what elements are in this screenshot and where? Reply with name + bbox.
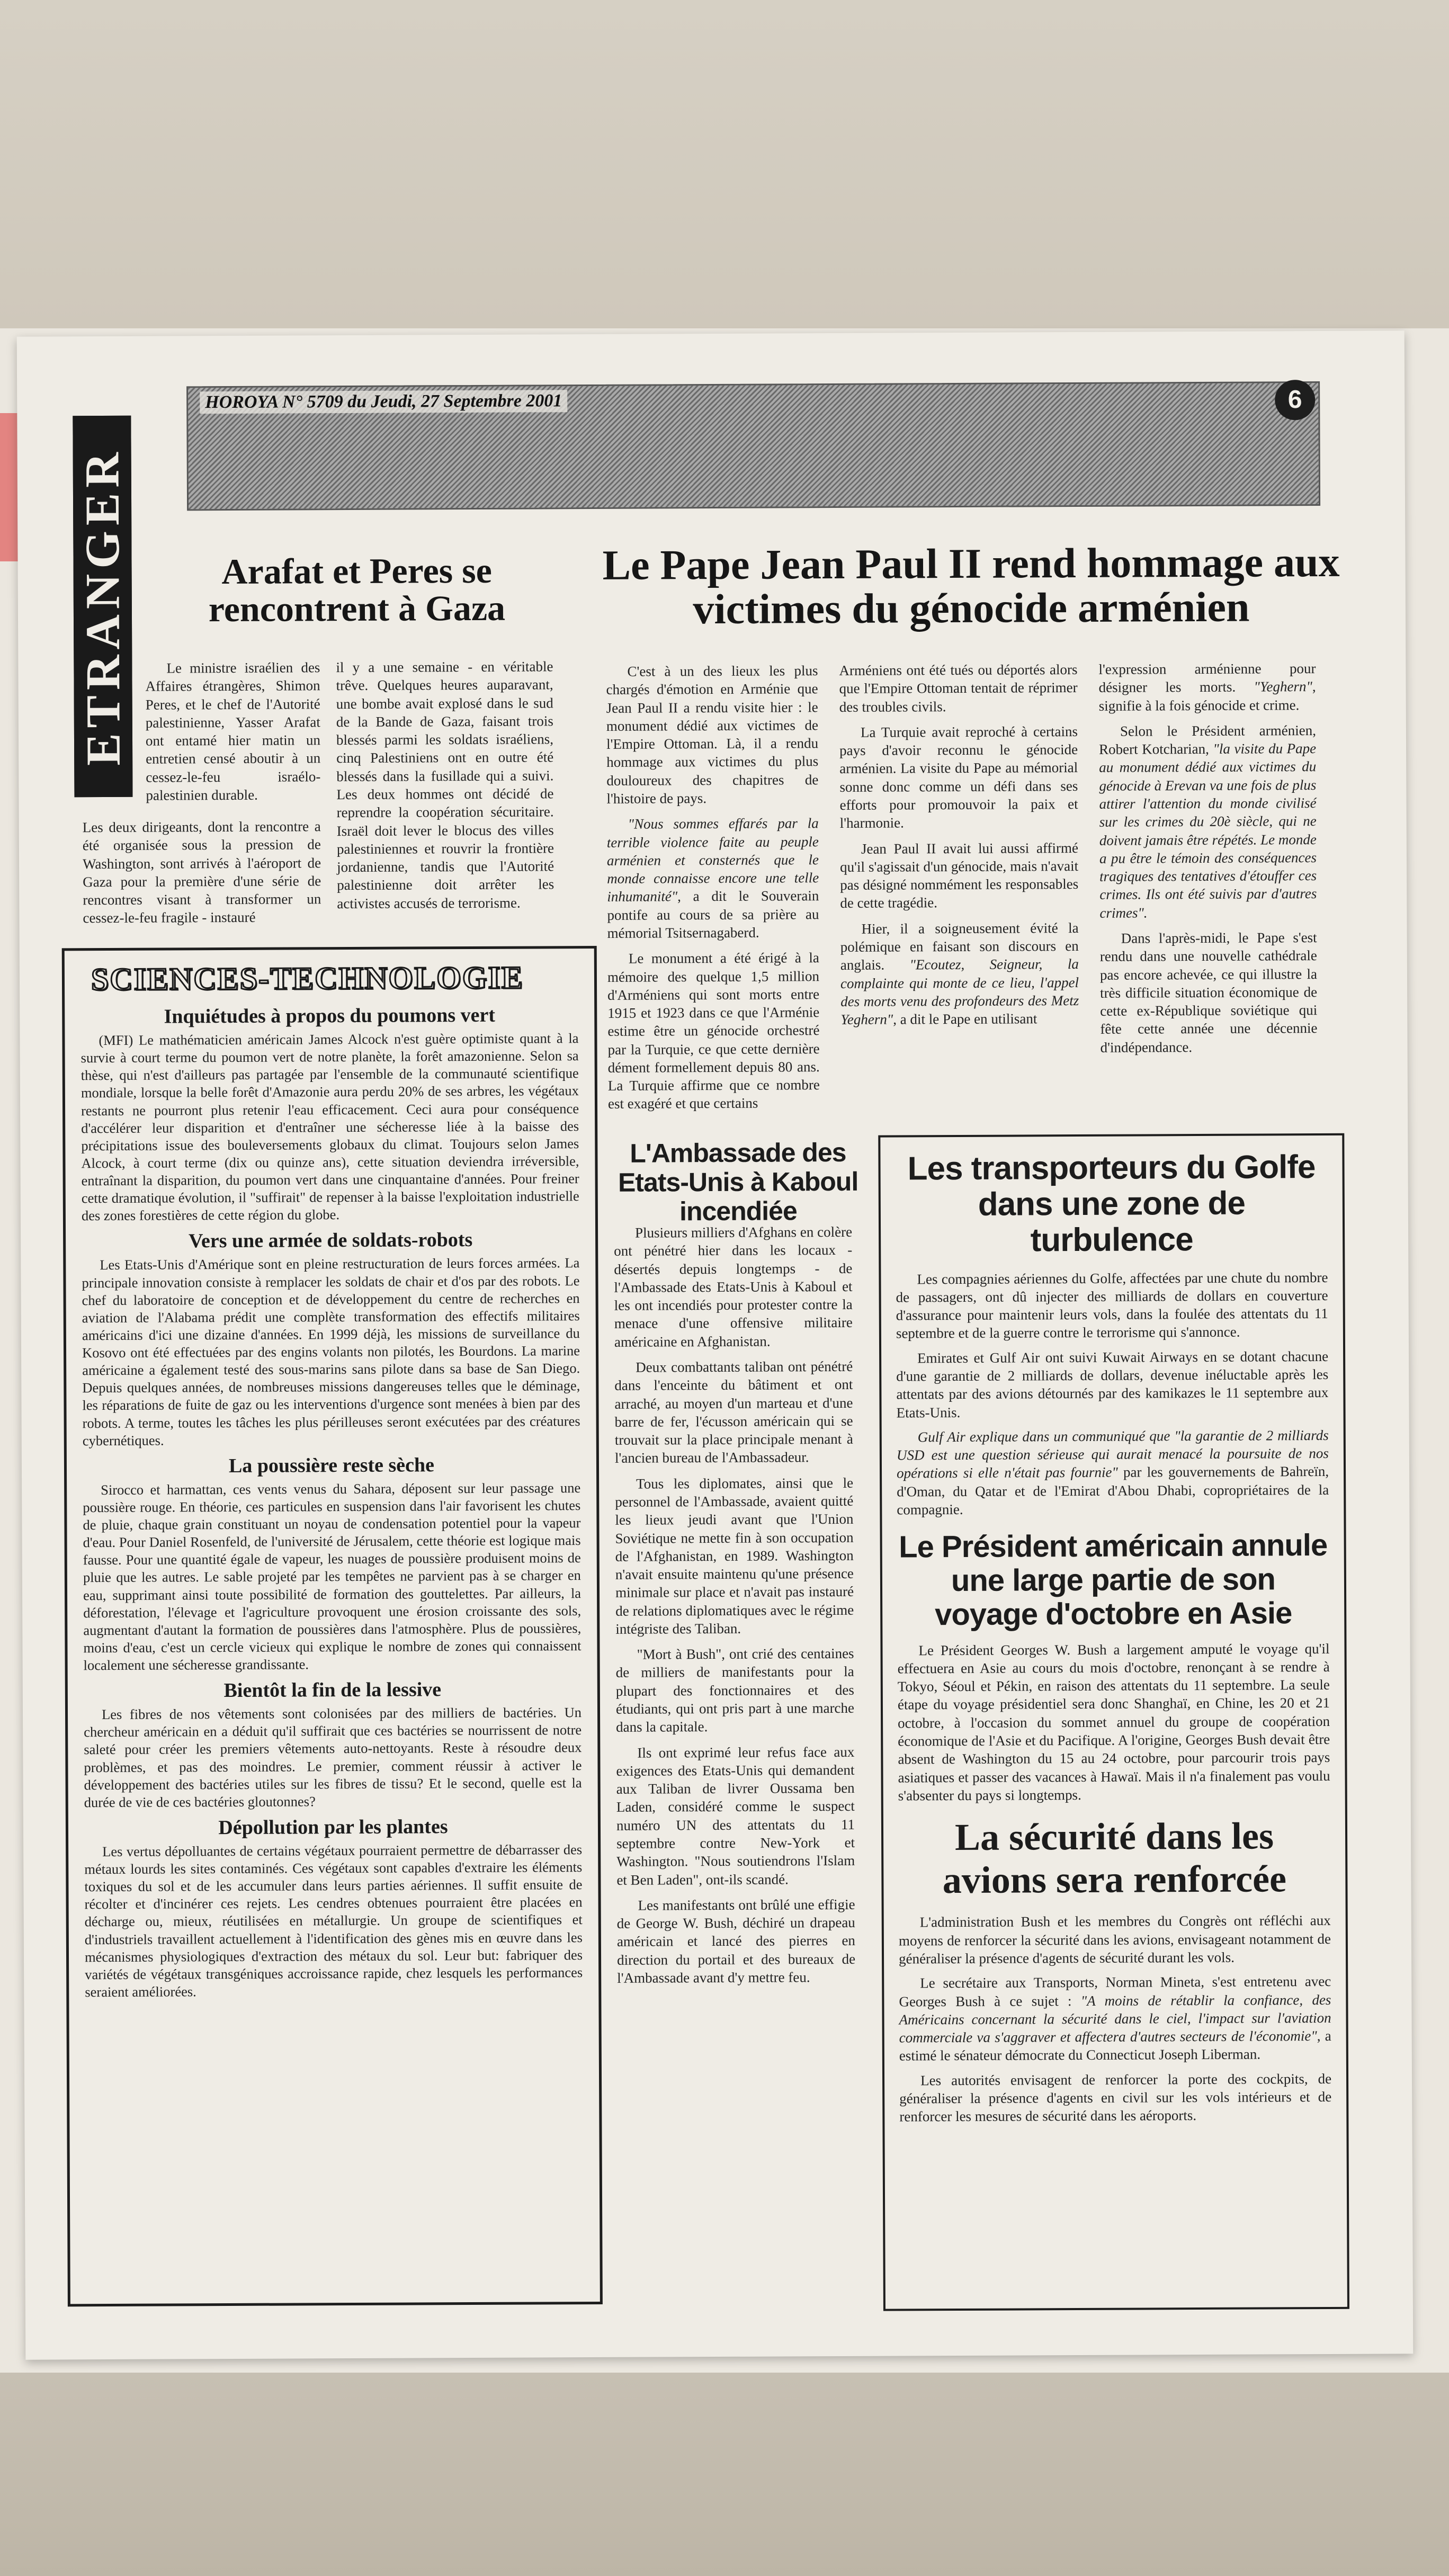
pope-quote: "Yeghern" (1254, 678, 1312, 695)
sciences-article (82, 1254, 580, 1449)
kaboul-paragraph: Tous les diplomates, ainsi que le personnel de l'Ambassade, avaient quitté les lieux jeudi avant que l'Union Soviétique ne mette fin à son occupation de l'Afghanistan, en 1989. Washington n'avait ensuite maintenu qu'une présence minimale sur place et n'avait pas instauré de relations diplomatiques avec le régime intégriste des Taliban. (615, 1474, 854, 1637)
golfe-quote: Gulf Air explique dans un communiqué que "la garantie de 2 milliards USD est une question sérieuse qui aurait menacé la poursuite de nos opérations si elle n'était pas fournie" (896, 1427, 1329, 1481)
sciences-subhead: Inquiétudes à propos du poumons vert (164, 1004, 496, 1028)
table-surface-top (0, 0, 1449, 328)
section-label (73, 416, 132, 797)
sciences-subhead: Dépollution par les plantes (218, 1815, 448, 1839)
section-label-text: ETRANGER (75, 447, 131, 766)
kaboul-paragraph: Ils ont exprimé leur refus face aux exigences des Etats-Unis qui demandent aux Taliban de livrer Oussama ben Laden, considéré comme le suspect numéro UN des attentats du 11 septembre contre New-York et Washington. "Nous soutiendrons l'Islam et Ben Laden", ont-ils scandé. (616, 1743, 855, 1888)
sciences-article (83, 1479, 582, 1674)
bush-article (897, 1640, 1330, 1805)
golfe-paragraph-quote (897, 1426, 1329, 1519)
pope-paragraph-quote (1098, 659, 1316, 715)
pope-quote-tail: , a dit le Pape en utilisant (893, 1010, 1037, 1027)
golfe-article (896, 1268, 1329, 1519)
right-news-box (878, 1133, 1349, 2311)
golfe-headline: Les transporteurs du Golfe dans une zone de turbulence (907, 1149, 1316, 1259)
kaboul-paragraph: "Mort à Bush", ont crié des centaines de milliers de manifestants pour la plupart des fonctionnaires et des étudiants, qui ont pris part à une marche dans la capitale. (615, 1645, 855, 1736)
sciences-paragraph: (MFI) Le mathématicien américain James Alcock n'est guère optimiste quant à la survie à court terme du poumon vert de notre planète, la forêt amazonienne. Selon sa thèse, qui n'est d'ailleurs pas partagée par l'ensemble de la communauté scientifique mondiale, lorsque la belle forêt d'Amazonie aura perdu 20% de ses arbres, les végétaux restants ne pourront plus retenir l'eau efficacement. Ceci aura pour conséquence d'accélérer leur disparition et d'entraîner une sécheresse liée à la baisse des précipitations issue des bouleversements globaux du climat. Toujours selon James Alcock, à court terme (dix ou quinze ans), cette situation deviendra irréversible, entraînant la disparition, du poumon vert dans une cinquantaine d'années. Pour freiner cette dramatique évolution, il "suffirait" de repenser à la baisse l'exploitation industrielle des zones forestières de cette région du globe. (80, 1030, 579, 1224)
arafat-col1-rest-text: Les deux dirigeants, dont la rencontre a été organisée sous la pression de Washington, sont arrivés à l'aéroport de Gaza pour la première d'une série de rencontres visant à transformer un cessez-le-feu fragile - instauré (82, 818, 321, 926)
sciences-technologie-box (62, 946, 603, 2306)
golfe-quote-tail: par les gouvernements de Bahreïn, d'Oman, du Qatar et de l'Emirat d'Abou Dhabi, copropriétaires de la compagnie. (897, 1463, 1329, 1518)
sciences-article (84, 1704, 582, 1811)
sciences-title: SCIENCES-TECHNOLOGIE (91, 960, 524, 997)
pope-text: Hier, il a soigneusement évité la polémique en faisant son discours en anglais. (840, 919, 1079, 973)
arafat-col1-text: Le ministre israélien des Affaires étrangères, Shimon Peres, et le chef de l'Autorité palestinienne, Yasser Arafat ont entamé hier matin un entretien censé aboutir à un cessez-le-feu israélo-palestinien durable. (145, 659, 321, 803)
pope-paragraph: C'est à un des lieux les plus chargés d'émotion en Arménie que Jean Paul II a rendu visite hier : le monument dédié aux victimes de l'Empire Ottoman. Là, il a rendu hommage aux victimes du plus douloureux des chapitres de l'histoire de pays. (606, 663, 819, 807)
pope-quote-tail: , a dit le Souverain pontife au cours de sa prière au mémorial Tsitsernagaberd. (607, 888, 819, 941)
securite-paragraph-quote (899, 1972, 1331, 2065)
pope-quote: "la visite du Pape au monument dédié aux victimes du génocide à Erevan va une fois de plus attirer l'attention du monde civilisé sur les crimes du 20è siècle, qui ne doivent jamais être répétés. Le monde a pu être le témoin des conséquences tragiques des tentatives d'étouffer ces crimes. Ils ont été suivis par d'autres crimes". (1099, 740, 1317, 921)
kaboul-paragraph: Plusieurs milliers d'Afghans en colère ont pénétré hier dans les locaux - désertés depuis longtemps - de l'Ambassade des Etats-Unis à Kaboul et les ont incendiés pour protester contre la menace d'une offensive militaire américaine en Afghanistan. (614, 1223, 853, 1350)
pope-paragraph: La Turquie avait reproché à certains pays d'avoir reconnu le génocide arménien. La visite du Pape au mémorial sonne donc comme un défi dans ses efforts pour promouvoir la paix et l'harmonie. (839, 723, 1078, 831)
sciences-paragraph: Les vertus dépolluantes de certains végétaux pourraient permettre de débarrasser des métaux lourds les sites contaminés. Ces végétaux sont capables d'extraire les éléments toxiques du sol et de les accumuler dans leurs parties aériennes. Il suffit ensuite de récolter et d'incinérer ces rejets. Les cendres obtenues pourraient être placées en décharge ou, mieux, réutilisées en métallurgie. Un groupe de scientifiques et d'industriels travaillent actuellement à l'identification des gènes mis en œuvre dans les mécanismes physiologiques d'extraction des métaux du sol. Leur but: fabriquer des variétés de végétaux transgéniques accroissance rapide, chez lesquels les performances seraient améliorées. (84, 1841, 583, 2000)
arafat-headline: Arafat et Peres se rencontrent à Gaza (208, 550, 506, 630)
kaboul-paragraph: Les manifestants ont brûlé une effigie de George W. Bush, déchiré un drapeau américain et lancé des pierres en direction du portail et des bureaux de l'Ambassade avant d'y mettre feu. (616, 1896, 856, 1986)
pope-paragraph: Le monument a été érigé à la mémoire des quelque 1,5 million d'Arméniens qui sont morts entre 1915 et 1923 dans ce que l'Arménie estime être un génocide orchestré par la Turquie, ce que cette dernière dément formellement depuis 80 ans. La Turquie affirme que ce nombre est exagéré et que certains (607, 950, 820, 1112)
pope-quote: "Nous sommes effarés par la terrible violence faite au peuple arménien et consternés que le monde connaisse encore une telle inhumanité" (606, 815, 819, 905)
pope-text: l'expression arménienne pour désigner les morts. (1098, 660, 1316, 696)
kaboul-headline: L'Ambassade des Etats-Unis à Kaboul incendiée (618, 1137, 858, 1227)
sciences-article (84, 1841, 583, 2001)
golfe-paragraph: Les compagnies aériennes du Golfe, affectées par une chute du nombre de passagers, ont dû injecter des milliards de dollars en couverture d'assurance pour maintenir leurs vols, dans la foulée des attentats du 11 septembre et de la guerre contre le terrorisme qui s'annonce. (896, 1269, 1328, 1341)
pope-paragraph-quote (1099, 721, 1317, 922)
pope-paragraph: Dans l'après-midi, le Pape s'est rendu dans une nouvelle cathédrale pas encore achevée, ce qui illustre la très difficile situation économique de cette ex-République soviétique qui fête cette année une décennie d'indépendance. (1099, 929, 1318, 1056)
pope-headline: Le Pape Jean Paul II rend hommage aux victimes du génocide arménien (602, 539, 1340, 633)
pope-paragraph: Jean Paul II avait lui aussi affirmé qu'il s'agissait d'un génocide, mais n'avait pas désigné nommément les responsables de cette tragédie. (839, 839, 1079, 911)
newspaper-page (17, 330, 1414, 2359)
sciences-subhead: La poussière reste sèche (228, 1454, 435, 1477)
issue-line: HOROYA N° 5709 du Jeudi, 27 Septembre 2001 (200, 390, 567, 414)
securite-headline: La sécurité dans les avions sera renforcée (942, 1814, 1287, 1901)
sciences-subhead: Vers une armée de soldats-robots (188, 1229, 473, 1253)
bush-headline: Le Président américain annule une large partie de son voyage d'octobre en Asie (898, 1528, 1328, 1632)
sciences-subhead: Bientôt la fin de la lessive (223, 1678, 442, 1702)
sciences-article (80, 1030, 579, 1224)
pope-paragraph: Arméniens ont été tués ou déportés alors que l'Empire Ottoman tentait de réprimer des troubles civils. (839, 661, 1078, 715)
kaboul-paragraph: Deux combattants taliban ont pénétré dans l'enceinte du bâtiment et ont arraché, au moyen d'un marteau et d'une barre de fer, l'écusson américain qui se trouvait sur la place principale menant à l'ancien bureau de l'Ambassadeur. (614, 1358, 853, 1466)
securite-paragraph: L'administration Bush et les membres du Congrès ont réfléchi aux moyens de renforcer la sécurité dans les avions, envisageant notamment de généraliser la présence d'agents de sécurité durant les vols. (898, 1912, 1331, 1967)
pope-quote: "Ecoutez, Seigneur, la complainte qui monte de ce lieu, l'appel des morts venu des profondeurs des Metz Yeghern" (840, 956, 1079, 1028)
sciences-paragraph: Sirocco et harmattan, ces vents venus du Sahara, déposent sur leur passage une poussière rouge. En théorie, ces particules en suspension dans l'air favorisent les chutes de pluie, chaque grain constituant un noyau de condensation potentiel pour la vapeur d'eau. Pour Daniel Rosenfeld, de l'université de Jérusalem, cette théorie est logique mais fausse. Pour une quantité égale de vapeur, les nuages de poussière produisent moins de pluie que les autres. Le sable projeté par les tempêtes ne parvient pas à se charger en eau, supprimant ainsi toute possibilité de formation des gouttelettes. Par ailleurs, la déforestation, l'élevage et l'agriculture provoquent une érosion croissante des sols, augmentant d'autant la formation de poussières dans l'atmosphère. Plus de poussières, moins d'eau, c'est un cercle vicieux qui explique le nombre de zones qui connaissent localement une sécheresse grandissante. (83, 1479, 582, 1674)
arafat-col2-text: il y a une semaine - en véritable trêve. Quelques heures auparavant, une bombe avait explosé dans le sud de la Bande de Gaza, faisant trois blessés parmi les soldats israéliens, cinq Palestiniens ont en outre été blessés dans la fusillade qui a suivi. Les deux hommes ont décidé de reprendre la coopération sécuritaire. Israël doit lever le blocus des villes palestiniennes et rouvrir la frontière jordanienne, tandis que l'Autorité palestinienne doit arrêter les activistes accusés de terrorisme. (336, 658, 554, 911)
sciences-paragraph: Les fibres de nos vêtements sont colonisées par des milliers de bactéries. Un chercheur américain en a déduit qu'il suffirait que ces bactéries se nourrissent de notre saleté pour créer les premiers vêtements auto-nettoyants. Reste à résoudre deux problèmes, et pas des moindres. Le premier, comment réussir à activer le développement des bactéries utiles sur les fibres de tissu? Et le second, quelle est la durée de vie de ces bactéries gloutonnes? (84, 1704, 582, 1810)
pope-text: Selon le Président arménien, Robert Kotcharian, (1099, 722, 1317, 757)
sciences-paragraph: Les Etats-Unis d'Amérique sont en pleine restructuration de leurs forces armées. La principale innovation consiste à remplacer les soldats de chair et d'os par des robots. Le chef du laboratoire de conception et de développement du centre de recherches en aviation de l'Alabama prédit une complète transformation des effectifs militaires américains d'ici une dizaine d'années. En 1999 déjà, les missions de surveillance du Kosovo ont été effectuées par des engins volants non pilotés, les Bourdons. La marine américaine a également testé des sous-marins sans pilote dans sa base de San Diego. Depuis quelques années, de nombreuses missions dangereuses telles que le déminage, les réparations de fuite de gaz ou les interventions d'urgence sont menées à bien par des robots. A terme, toutes les tâches les plus périlleuses seront exécutées par des créatures cybernétiques. (82, 1255, 580, 1448)
pope-column-2 (839, 660, 1079, 1036)
securite-text: Le secrétaire aux Transports, Norman Mineta, s'est entretenu avec Georges Bush à ce sujet : (899, 1973, 1331, 2010)
pope-column-3 (1098, 659, 1317, 1064)
securite-paragraph: Les autorités envisagent de renforcer la porte des cockpits, de généraliser la présence d'agents en civil sur les vols intérieurs et de renforcer les mesures de sécurité dans les aéroports. (899, 2070, 1332, 2125)
pope-column-1 (606, 661, 820, 1120)
securite-quote: "A moins de rétablir la confiance, des Américains concernant la sécurité dans le ciel, l'impact sur l'aviation commerciale va s'aggraver et affectera d'autres secteurs de l'économie" (899, 1991, 1331, 2046)
page-number: 6 (1275, 380, 1315, 420)
table-surface-bottom (0, 2373, 1449, 2576)
bush-paragraph: Le Président Georges W. Bush a largement amputé le voyage qu'il effectuera en Asie au cours du mois d'octobre, renonçant à se rendre à Tokyo, Séoul et Pékin, en raison des attentats du 11 septembre. La seule étape du voyage présidentiel sera donc Shanghaï, en Chine, les 20 et 21 octobre, à l'occasion du sommet annuel du groupe de coopération économique de l'Asie et du Pacifique. A l'origine, Georges Bush devait être absent de Washington du 15 au 24 octobre, pour parcourir trois pays asiatiques et passer des vacances à Hawaï. Mais il n'a finalement pas voulu s'absenter du pays si longtemps. (897, 1640, 1330, 1804)
securite-quote-tail: , a estimé le sénateur démocrate du Connecticut Joseph Liberman. (899, 2028, 1331, 2064)
arafat-column-1 (145, 658, 320, 812)
kaboul-article (614, 1223, 855, 1994)
arafat-column-2 (336, 657, 554, 920)
securite-article (899, 1911, 1332, 2126)
pope-quote-tail: , signifie à la fois génocide et crime. (1098, 678, 1316, 714)
golfe-paragraph: Emirates et Gulf Air ont suivi Kuwait Airways en se dotant chacune d'une garantie de 2 milliards de dollars, devenue inéluctable après les attentats par des avions détournés par des kamikazes le 11 septembre aux Etats-Unis. (896, 1348, 1329, 1421)
pope-paragraph-quote (607, 814, 819, 942)
pope-paragraph-quote (840, 919, 1079, 1029)
arafat-column-1-continued (83, 817, 321, 935)
